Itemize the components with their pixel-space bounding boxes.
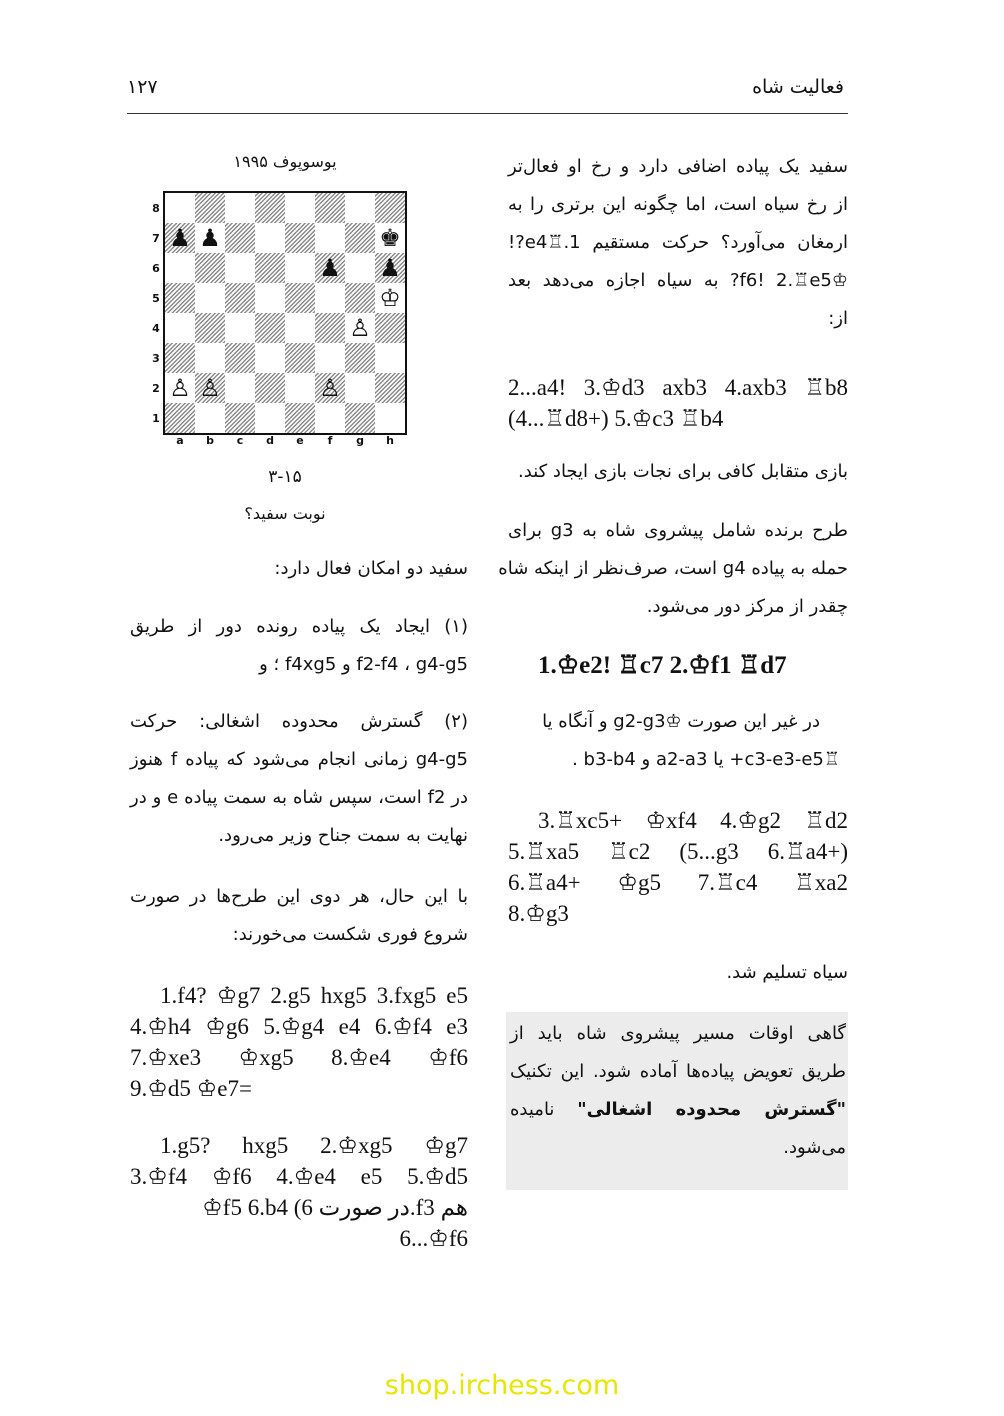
- left-paragraph-1: سفید دو امکان فعال دارد:: [274, 558, 468, 579]
- square-c2: [225, 373, 255, 403]
- square-b3: [195, 343, 225, 373]
- move-line: 2...a4! 3.♔d3 axb3 4.axb3 ♖b8: [508, 375, 848, 400]
- right-paragraph-5: سیاه تسلیم شد.: [726, 962, 848, 983]
- square-d1: [255, 403, 285, 433]
- bold-term: "گسترش محدوده اشغالی": [577, 1099, 846, 1120]
- rank-label: 5: [152, 292, 160, 305]
- left-paragraph-3: [130, 703, 468, 855]
- square-a3: [165, 343, 195, 373]
- text-line: طریق تعویض پیاده‌ها آماده شود. این تکنیک: [510, 1061, 846, 1082]
- chess-piece-icon: ♙: [167, 374, 193, 402]
- file-label: b: [206, 434, 214, 447]
- right-paragraph-4: [508, 703, 848, 779]
- square-b2: [195, 373, 225, 403]
- square-a1: [165, 403, 195, 433]
- square-h2: [375, 373, 405, 403]
- square-f8: [315, 193, 345, 223]
- square-h6: [375, 253, 405, 283]
- left-moves-1: [130, 980, 468, 1104]
- chess-piece-icon: ♙: [319, 374, 341, 402]
- rank-label: 4: [152, 322, 160, 335]
- text-line: g4-g5 زمانی انجام می‌شود که پیاده f هنوز: [130, 749, 468, 770]
- move-line: 3.♖xc5+ ♔xf4 4.♔g2 ♖d2: [538, 808, 848, 833]
- square-g2: [345, 373, 375, 403]
- right-paragraph-3: [498, 512, 848, 626]
- watermark-url[interactable]: shop.irchess.com: [384, 1370, 620, 1401]
- rank-label: 7: [152, 232, 160, 245]
- move-line: 1.g5? hxg5 2.♔xg5 ♔g7: [160, 1133, 468, 1158]
- file-label: c: [236, 434, 244, 447]
- text-line: [510, 1091, 846, 1129]
- square-e5: [285, 283, 315, 313]
- text-line: حمله به پیاده g4 است، صرف‌نظر از اینکه شاه: [498, 558, 848, 579]
- text-line: از:: [828, 308, 848, 329]
- square-g1: [345, 403, 375, 433]
- square-d8: [255, 193, 285, 223]
- text-line: شروع فوری شکست می‌خورند:: [232, 924, 468, 945]
- square-h3: [375, 343, 405, 373]
- square-a6: [165, 253, 195, 283]
- square-a8: [165, 193, 195, 223]
- chess-piece-icon: ♔: [377, 284, 403, 312]
- header-rule: [127, 113, 848, 114]
- file-label: a: [176, 434, 184, 447]
- diagram-caption-top: یوسوپوف ۱۹۹۵: [233, 152, 337, 171]
- square-e1: [285, 403, 315, 433]
- square-a2: [165, 373, 195, 403]
- square-c1: [225, 403, 255, 433]
- file-label: g: [356, 434, 364, 447]
- square-h5: [375, 283, 405, 313]
- right-moves-2: [508, 805, 848, 929]
- square-d3: [255, 343, 285, 373]
- square-g7: [345, 223, 375, 253]
- page-number: ۱۲۷: [127, 76, 158, 98]
- square-b4: [195, 313, 225, 343]
- right-moves-1: [508, 372, 848, 434]
- square-d6: [255, 253, 285, 283]
- move-line: 1.f4? ♔g7 2.g5 hxg5 3.fxg5 e5: [160, 983, 468, 1008]
- text-line: در غیر این صورت ♔g2-g3 و آنگاه یا: [542, 711, 820, 732]
- chess-piece-icon: ♙: [347, 314, 373, 342]
- text-line: طرح برنده شامل پیشروی شاه به g3 برای: [508, 520, 848, 541]
- square-f2: [315, 373, 345, 403]
- text-line: ♖c3-e3-e5+ یا a2-a3 و b3-b4 .: [572, 749, 840, 770]
- text-line: f2-f4 ، g4-g5 و f4xg5 ؛ و: [259, 654, 468, 675]
- square-h8: [375, 193, 405, 223]
- square-f6: [315, 253, 345, 283]
- chess-piece-icon: ♟: [197, 224, 223, 252]
- chess-board: [163, 191, 407, 435]
- file-label: h: [386, 434, 394, 447]
- rank-label: 1: [152, 412, 160, 425]
- square-g5: [345, 283, 375, 313]
- square-c4: [225, 313, 255, 343]
- text-line: نهایت به سمت جناح وزیر می‌رود.: [218, 825, 468, 846]
- square-h4: [375, 313, 405, 343]
- square-g3: [345, 343, 375, 373]
- square-b6: [195, 253, 225, 283]
- left-paragraph-4: [130, 878, 468, 954]
- text-line: (۲) گسترش محدوده اشغالی: حرکت: [130, 711, 468, 732]
- square-f4: [315, 313, 345, 343]
- text-line: (۱) ایجاد یک پیاده رونده دور از طریق: [130, 616, 468, 637]
- square-f5: [315, 283, 345, 313]
- square-a4: [165, 313, 195, 343]
- move-line: (4...♖d8+) 5.♔c3 ♖b4: [508, 406, 724, 431]
- square-e8: [285, 193, 315, 223]
- square-e4: [285, 313, 315, 343]
- square-f3: [315, 343, 345, 373]
- rank-label: 8: [152, 202, 160, 215]
- square-a5: [165, 283, 195, 313]
- right-paragraph-2: بازی متقابل کافی برای نجات بازی ایجاد کند.: [518, 461, 848, 482]
- text-line: سفید یک پیاده اضافی دارد و رخ او فعال‌تر: [508, 156, 848, 177]
- square-c8: [225, 193, 255, 223]
- square-c6: [225, 253, 255, 283]
- tip-box-text: [510, 1015, 846, 1167]
- square-c5: [225, 283, 255, 313]
- square-c7: [225, 223, 255, 253]
- text-line: با این حال، هر دوی این طرح‌ها در صورت: [130, 886, 468, 907]
- move-line: 4.♔h4 ♔g6 5.♔g4 e4 6.♔f4 e3: [130, 1014, 468, 1039]
- text-line: چقدر از مرکز دور می‌شود.: [646, 596, 848, 617]
- square-d5: [255, 283, 285, 313]
- square-e6: [285, 253, 315, 283]
- text-line: گاهی اوقات مسیر پیشروی شاه باید از: [510, 1023, 846, 1044]
- square-b7: [195, 223, 225, 253]
- text-line: در f2 است، سپس شاه به سمت پیاده e و در: [130, 787, 468, 808]
- move-line: 9.♔d5 ♔e7=: [130, 1076, 252, 1101]
- move-line: 6.♖a4+ ♔g5 7.♖c4 ♖xa2: [508, 870, 848, 895]
- chess-piece-icon: ♟: [379, 254, 401, 282]
- rank-label: 6: [152, 262, 160, 275]
- diagram-number: ۳-۱۵: [268, 467, 302, 487]
- move-line: 8.♔g3: [508, 901, 569, 926]
- square-g4: [345, 313, 375, 343]
- square-f7: [315, 223, 345, 253]
- move-line: 5.♖xa5 ♖c2 (5...g3 6.♖a4+): [508, 839, 848, 864]
- file-label: e: [296, 434, 304, 447]
- text-fragment: نامیده: [510, 1099, 555, 1120]
- diagram-caption-bottom: نوبت سفید؟: [244, 504, 326, 523]
- chess-piece-icon: ♙: [199, 374, 221, 402]
- text-line: ارمغان می‌آورد؟ حرکت مستقیم 1.♖e4?!: [508, 232, 848, 253]
- chapter-title: فعالیت شاه: [752, 76, 844, 98]
- square-e2: [285, 373, 315, 403]
- main-line-moves: 1.♔e2! ♖c7 2.♔f1 ♖d7: [538, 652, 787, 679]
- rank-label: 3: [152, 352, 160, 365]
- square-d2: [255, 373, 285, 403]
- left-paragraph-2: [130, 608, 468, 684]
- square-g8: [345, 193, 375, 223]
- right-paragraph-1: [508, 148, 848, 338]
- square-h7: [375, 223, 405, 253]
- square-e7: [285, 223, 315, 253]
- rank-label: 2: [152, 382, 160, 395]
- square-e3: [285, 343, 315, 373]
- square-b5: [195, 283, 225, 313]
- file-label: f: [327, 434, 333, 447]
- file-label: d: [266, 434, 274, 447]
- square-f1: [315, 403, 345, 433]
- square-d4: [255, 313, 285, 343]
- square-d7: [255, 223, 285, 253]
- move-line: ♔f5 6.b4 (در صورت 6.f3 هم 6...♔f6: [202, 1195, 468, 1251]
- text-line: می‌شود.: [783, 1137, 846, 1158]
- text-line: ♔f6! 2.♖e5? به سیاه اجازه می‌دهد بعد: [508, 270, 848, 291]
- chess-piece-icon: ♚: [377, 224, 403, 252]
- square-c3: [225, 343, 255, 373]
- move-line: 7.♔xe3 ♔xg5 8.♔e4 ♔f6: [130, 1045, 468, 1070]
- move-line: 3.♔f4 ♔f6 4.♔e4 e5 5.♔d5: [130, 1164, 468, 1189]
- chess-piece-icon: ♟: [169, 224, 191, 252]
- left-moves-2: [130, 1130, 468, 1254]
- text-line: از رخ سیاه است، اما چگونه این برتری را به: [508, 194, 848, 215]
- chess-piece-icon: ♟: [319, 254, 341, 282]
- square-b8: [195, 193, 225, 223]
- square-h1: [375, 403, 405, 433]
- square-g6: [345, 253, 375, 283]
- square-a7: [165, 223, 195, 253]
- square-b1: [195, 403, 225, 433]
